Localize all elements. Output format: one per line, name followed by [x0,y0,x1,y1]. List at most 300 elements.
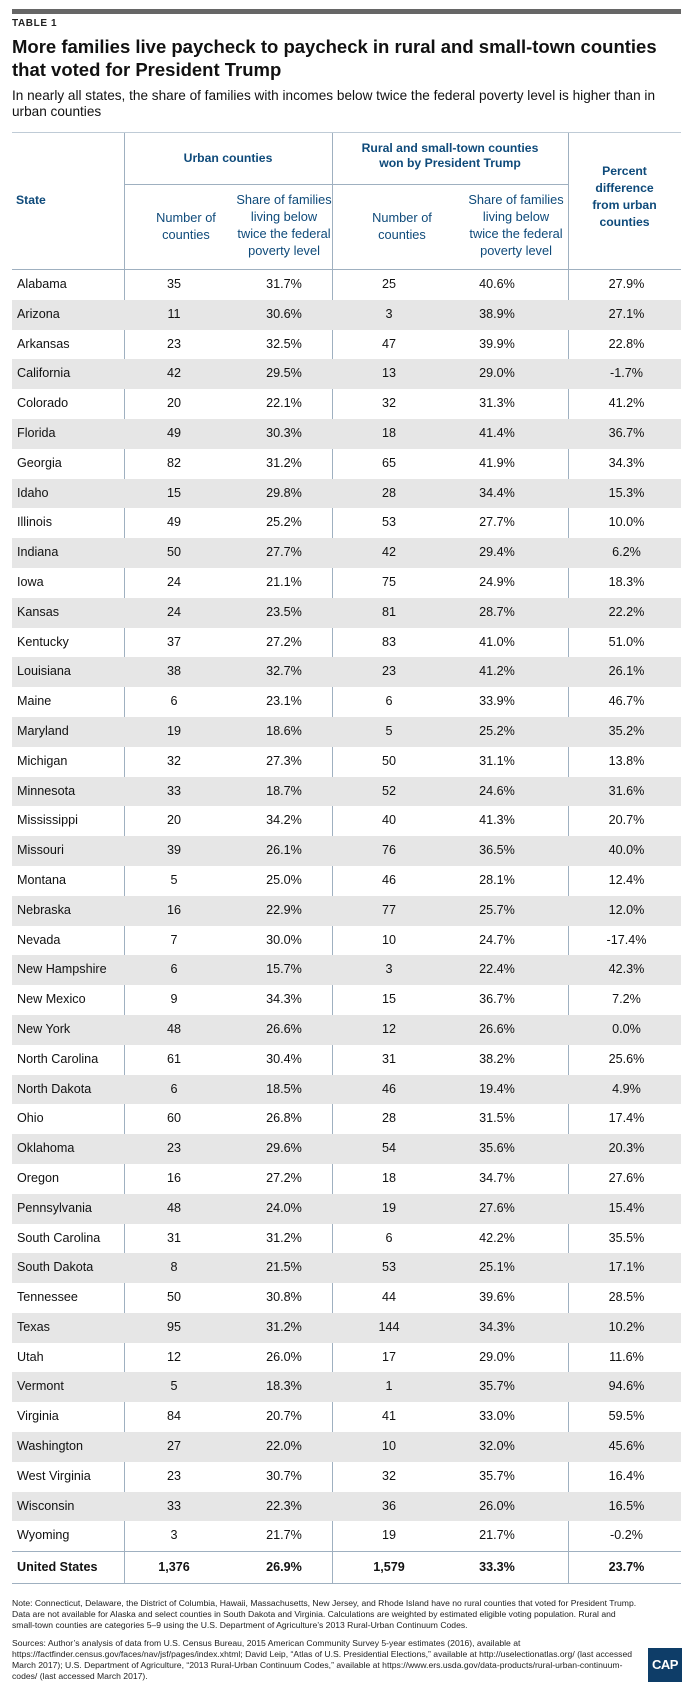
row-rural-count: 23 [381,664,396,679]
total-urban-count: 1,376 [158,1560,190,1575]
row-urban-count: 5 [170,872,178,887]
row-state: Kentucky [17,634,69,649]
row-state: New York [17,1021,71,1036]
table-row [12,1432,681,1462]
row-urban-count: 15 [166,485,181,500]
row-urban-count: 31 [166,1230,181,1245]
row-urban-share: 18.5% [266,1081,302,1096]
table-label: TABLE 1 [12,18,58,29]
row-urban-count: 60 [166,1111,181,1126]
header-urban-group: Urban counties [183,151,273,165]
table-row [12,1253,681,1283]
row-percent-difference: 28.5% [608,1290,645,1305]
table-row [12,568,681,598]
row-rural-share: 41.0% [479,634,515,649]
row-rural-share: 27.6% [479,1200,515,1215]
row-urban-count: 50 [166,545,181,560]
row-urban-count: 39 [166,843,181,858]
total-row [12,1551,681,1584]
row-state: West Virginia [17,1468,91,1483]
row-percent-difference: 16.5% [608,1498,645,1513]
row-percent-difference: 17.1% [608,1260,645,1275]
row-urban-share: 22.9% [266,902,302,917]
row-rural-share: 24.9% [479,574,515,589]
row-percent-difference: 6.2% [612,545,641,560]
row-rural-count: 19 [381,1528,396,1543]
row-percent-difference: 27.6% [608,1170,645,1185]
row-percent-difference: 36.7% [608,425,645,440]
row-rural-count: 19 [381,1200,396,1215]
row-rural-count: 13 [381,366,396,381]
row-state: Oklahoma [17,1141,75,1156]
row-rural-share: 41.2% [479,664,515,679]
row-rural-share: 40.6% [479,277,515,291]
row-rural-count: 3 [385,962,393,977]
row-rural-share: 39.9% [479,336,515,351]
row-urban-share: 31.2% [266,1319,302,1334]
header-urban-share-line1: Share of families [236,192,332,207]
row-rural-count: 18 [381,1170,396,1185]
row-urban-share: 24.0% [266,1200,302,1215]
row-percent-difference: -0.2% [610,1528,643,1543]
row-rural-count: 5 [385,723,393,738]
row-percent-difference: 51.0% [608,634,645,649]
row-rural-count: 42 [381,545,396,560]
row-urban-share: 22.1% [266,396,302,411]
row-urban-share: 22.3% [266,1498,302,1513]
row-urban-share: 18.3% [266,1379,302,1394]
row-urban-share: 27.7% [266,545,302,560]
row-state: Maine [17,694,52,709]
row-rural-share: 24.7% [479,932,515,947]
row-urban-share: 31.2% [266,1230,302,1245]
row-urban-count: 35 [166,277,181,291]
row-rural-count: 1 [385,1379,393,1394]
row-rural-count: 17 [381,1349,396,1364]
row-state: Illinois [17,515,52,530]
header-rural-share-line2: living below [482,209,550,224]
row-rural-count: 10 [381,932,396,947]
total-rural-share: 33.3% [479,1560,515,1575]
row-rural-count: 53 [381,1260,396,1275]
row-rural-share: 31.5% [479,1111,515,1126]
header-urban-share-line3: twice the federal [237,226,331,241]
row-rural-count: 28 [381,1111,396,1126]
row-state: Nevada [17,932,61,947]
row-rural-count: 25 [381,277,396,291]
row-percent-difference: 45.6% [608,1439,645,1454]
row-rural-share: 25.7% [479,902,515,917]
table-row [12,479,681,509]
table-row [12,538,681,568]
header-rural-num-line1: Number of [372,210,432,225]
row-percent-difference: 59.5% [608,1409,645,1424]
row-urban-count: 11 [167,306,181,321]
row-rural-share: 38.9% [479,306,515,321]
header-pct-line4: counties [599,215,650,229]
row-urban-share: 27.2% [266,634,302,649]
table-row [12,985,681,1015]
row-urban-count: 33 [166,1498,181,1513]
table-row [12,1194,681,1224]
table-row [12,508,681,538]
row-rural-share: 26.0% [479,1498,515,1513]
row-rural-share: 22.4% [479,962,515,977]
table-row [12,866,681,896]
header-state: State [16,193,46,207]
row-state: Idaho [17,485,49,500]
row-rural-share: 36.7% [479,992,515,1007]
table-row [12,1134,681,1164]
row-rural-count: 46 [381,872,396,887]
row-state: Montana [17,872,67,887]
row-rural-share: 35.7% [479,1379,515,1394]
row-rural-count: 47 [381,336,396,351]
row-state: New Mexico [17,992,86,1007]
row-rural-count: 6 [385,1230,393,1245]
row-urban-share: 30.3% [266,425,302,440]
row-urban-share: 32.5% [266,336,302,351]
row-percent-difference: 15.3% [608,485,645,500]
row-state: North Dakota [17,1081,92,1096]
row-urban-share: 32.7% [266,664,302,679]
row-rural-count: 83 [381,634,396,649]
row-rural-share: 36.5% [479,843,515,858]
row-rural-share: 24.6% [479,783,515,798]
row-rural-count: 75 [381,574,396,589]
table-header [12,132,681,270]
table-row [12,330,681,360]
row-state: Oregon [17,1170,60,1185]
table-row [12,419,681,449]
header-percent-difference [568,163,681,231]
row-percent-difference: 11.6% [609,1349,644,1364]
table-row [12,1164,681,1194]
row-urban-count: 48 [166,1200,181,1215]
table-row [12,1492,681,1522]
row-urban-share: 18.6% [266,723,302,738]
row-urban-count: 48 [166,1021,181,1036]
table-row [12,955,681,985]
row-urban-count: 19 [166,723,181,738]
table-row [12,1462,681,1492]
row-urban-count: 38 [166,664,181,679]
row-state: Virginia [17,1409,59,1424]
row-urban-count: 23 [166,1468,181,1483]
row-state: Iowa [17,574,44,589]
row-urban-count: 24 [166,574,181,589]
row-state: Arkansas [17,336,70,351]
table-row [12,657,681,687]
header-rural-share-line3: twice the federal [469,226,563,241]
footnote: Note: Connecticut, Delaware, the District of Columbia, Hawaii, Massachusetts, New Jersey, and Rhode Island have no rural counties that voted for President Trump. Data are not available for Alaska and select counties in South Dakota and Virginia. Calculations are weighted by estimated eligible voting population. Rural and small-town counties are categories 5–9 using the U.S. Department of Agriculture’s 2013 Rural-Urban Continuum Codes. [12,1598,637,1630]
row-rural-share: 31.1% [479,753,515,768]
row-urban-share: 27.2% [266,1170,302,1185]
row-rural-share: 28.7% [479,604,515,619]
row-urban-count: 23 [166,1141,181,1156]
table-row [12,1283,681,1313]
row-rural-share: 26.6% [479,1021,515,1036]
table-row [12,300,681,330]
table-row [12,687,681,717]
table-row [12,747,681,777]
row-rural-count: 31 [381,1051,396,1066]
table-row [12,836,681,866]
row-percent-difference: 27.9% [608,277,645,291]
row-state: Indiana [17,545,59,560]
header-urban-num-line2: counties [162,227,210,242]
row-rural-share: 21.7% [479,1528,515,1543]
row-percent-difference: 94.6% [608,1379,645,1394]
total-percent-difference: 23.7% [608,1560,645,1575]
row-rural-count: 41 [381,1409,396,1424]
row-rural-share: 32.0% [479,1439,515,1454]
row-rural-share: 28.1% [479,872,515,887]
row-rural-count: 3 [385,306,393,321]
row-rural-count: 32 [381,1468,396,1483]
row-state: Minnesota [17,783,76,798]
row-urban-share: 23.1% [266,694,302,709]
row-rural-share: 41.9% [479,455,515,470]
row-rural-share: 27.7% [479,515,515,530]
table-row [12,389,681,419]
row-rural-share: 33.0% [479,1409,515,1424]
table-row [12,1521,681,1551]
row-percent-difference: 13.8% [608,753,645,768]
row-rural-share: 31.3% [479,396,515,411]
row-urban-count: 95 [166,1319,181,1334]
row-urban-share: 18.7% [266,783,302,798]
row-percent-difference: 12.0% [608,902,645,917]
header-pct-line1: Percent [602,164,647,178]
row-rural-share: 29.4% [479,545,515,560]
row-rural-share: 25.1% [479,1260,515,1275]
row-percent-difference: -17.4% [606,932,647,947]
row-percent-difference: 46.7% [608,694,645,709]
row-percent-difference: 35.5% [608,1230,645,1245]
row-state: Utah [17,1349,44,1364]
row-state: Kansas [17,604,60,619]
row-urban-share: 23.5% [266,604,302,619]
header-rural-group [332,141,568,171]
row-rural-count: 18 [381,425,396,440]
row-rural-share: 33.9% [479,694,515,709]
row-percent-difference: 22.2% [608,604,645,619]
row-state: South Dakota [17,1260,94,1275]
row-percent-difference: 10.2% [608,1319,645,1334]
row-urban-count: 42 [166,366,181,381]
row-urban-share: 34.2% [266,813,302,828]
header-rural-share-line1: Share of families [468,192,564,207]
total-rural-count: 1,579 [373,1560,405,1575]
row-rural-count: 81 [381,604,396,619]
table-row [12,270,681,300]
row-urban-count: 8 [170,1260,178,1275]
row-rural-share: 19.4% [479,1081,515,1096]
row-rural-share: 41.3% [479,813,515,828]
row-urban-count: 61 [166,1051,181,1066]
row-state: Maryland [17,723,69,738]
row-urban-count: 6 [170,1081,178,1096]
row-percent-difference: 25.6% [608,1051,645,1066]
row-urban-count: 5 [170,1379,178,1394]
row-percent-difference: 34.3% [608,455,645,470]
row-urban-share: 30.0% [266,932,302,947]
table-row [12,1075,681,1105]
row-percent-difference: 35.2% [608,723,645,738]
row-percent-difference: 16.4% [608,1468,645,1483]
row-urban-share: 21.7% [266,1528,302,1543]
row-urban-count: 16 [166,1170,181,1185]
row-urban-count: 37 [166,634,181,649]
total-urban-share: 26.9% [266,1560,302,1575]
row-urban-count: 6 [170,962,178,977]
table-row [12,896,681,926]
row-percent-difference: 17.4% [608,1111,645,1126]
row-urban-share: 22.0% [266,1439,302,1454]
row-state: Pennsylvania [17,1200,92,1215]
table-row [12,926,681,956]
row-rural-count: 76 [381,843,396,858]
row-rural-count: 15 [381,992,396,1007]
row-rural-count: 54 [381,1141,396,1156]
row-rural-count: 65 [381,455,396,470]
row-rural-share: 29.0% [479,1349,515,1364]
page-subtitle: In nearly all states, the share of families with incomes below twice the federal poverty level is higher than in urban counties [12,88,656,119]
row-urban-share: 34.3% [266,992,302,1007]
row-urban-share: 26.8% [266,1111,302,1126]
row-percent-difference: 41.2% [608,396,645,411]
row-rural-count: 40 [381,813,396,828]
row-urban-share: 21.1% [266,574,302,589]
row-state: South Carolina [17,1230,101,1245]
row-rural-share: 34.3% [479,1319,515,1334]
table-row [12,1045,681,1075]
row-rural-share: 38.2% [479,1051,515,1066]
row-state: New Hampshire [17,962,107,977]
row-percent-difference: 0.0% [612,1021,641,1036]
row-rural-count: 36 [381,1498,396,1513]
table-row [12,1313,681,1343]
row-percent-difference: 22.8% [608,336,645,351]
row-urban-count: 49 [166,425,181,440]
row-percent-difference: -1.7% [610,366,643,381]
row-rural-count: 12 [381,1021,396,1036]
row-urban-count: 16 [166,902,181,917]
row-urban-share: 30.7% [266,1468,302,1483]
row-rural-count: 144 [378,1319,400,1334]
row-urban-count: 12 [166,1349,181,1364]
row-urban-share: 30.6% [266,306,302,321]
row-rural-count: 46 [381,1081,396,1096]
row-rural-count: 52 [381,783,396,798]
table-row [12,1104,681,1134]
row-rural-count: 53 [381,515,396,530]
row-percent-difference: 15.4% [608,1200,645,1215]
row-urban-count: 9 [170,992,178,1007]
row-state: Michigan [17,753,68,768]
table-row [12,1224,681,1254]
table-row [12,1402,681,1432]
table-row [12,628,681,658]
row-urban-share: 26.6% [266,1021,302,1036]
page-title: More families live paycheck to paycheck in rural and small-town counties that voted for President Trump [12,36,657,80]
row-urban-count: 6 [170,694,178,709]
row-urban-count: 7 [170,932,178,947]
row-rural-share: 34.7% [479,1170,515,1185]
row-urban-share: 27.3% [266,753,302,768]
table-row [12,1343,681,1373]
row-urban-count: 20 [166,396,181,411]
row-urban-share: 15.7% [266,962,302,977]
row-state: Vermont [17,1379,64,1394]
header-pct-line2: difference [595,181,654,195]
row-urban-count: 20 [166,813,181,828]
row-urban-count: 32 [166,753,181,768]
row-state: Wisconsin [17,1498,75,1513]
row-state: Colorado [17,396,69,411]
header-urban-num-line1: Number of [156,210,216,225]
row-urban-share: 26.0% [266,1349,302,1364]
row-rural-share: 35.7% [479,1468,515,1483]
row-state: Georgia [17,455,62,470]
sources: Sources: Author’s analysis of data from U.S. Census Bureau, 2015 American Community Survey 5-year estimates (2016), available at https://factfinder.census.gov/faces/nav/jsf/pages/index.xhtml; David Leip, “Atlas of U.S. Presidential Elections,” available at http://uselectionatlas.org/ (last accessed March 2017); U.S. Department of Agriculture, “2013 Rural-Urban Continuum Codes,” available at https://www.ers.usda.gov/data-products/rural-urban-continuum-codes/ (last accessed March 2017). [12,1638,633,1681]
row-percent-difference: 26.1% [608,664,645,679]
row-urban-share: 29.8% [266,485,302,500]
row-percent-difference: 27.1% [608,306,645,321]
row-state: Ohio [17,1111,44,1126]
header-rural-number [362,209,442,243]
row-rural-share: 39.6% [479,1290,515,1305]
table-row [12,806,681,836]
row-urban-share: 31.2% [266,455,302,470]
row-rural-count: 44 [381,1290,396,1305]
table-row [12,717,681,747]
row-percent-difference: 4.9% [612,1081,641,1096]
row-rural-count: 50 [381,753,396,768]
row-state: Florida [17,425,56,440]
row-urban-share: 25.0% [266,872,302,887]
header-rural-num-line2: counties [378,227,426,242]
row-urban-count: 49 [166,515,181,530]
row-percent-difference: 10.0% [608,515,645,530]
row-percent-difference: 42.3% [608,962,645,977]
header-rural-share [464,191,568,259]
data-table [12,132,681,1584]
row-state: Missouri [17,843,64,858]
header-urban-share-line2: living below [250,209,318,224]
row-percent-difference: 20.7% [608,813,645,828]
row-state: Nebraska [17,902,71,917]
header-rural-share-line4: poverty level [480,243,552,258]
row-urban-share: 29.6% [266,1141,302,1156]
row-state: Tennessee [17,1290,78,1305]
top-rule [12,9,681,14]
table-row [12,1015,681,1045]
row-rural-share: 25.2% [479,723,515,738]
row-state: Arizona [17,306,60,321]
header-urban-number [138,209,234,243]
table-row [12,1372,681,1402]
row-urban-count: 33 [166,783,181,798]
row-percent-difference: 20.3% [608,1141,645,1156]
row-state: California [17,366,71,381]
row-urban-count: 3 [170,1528,178,1543]
row-percent-difference: 40.0% [608,843,645,858]
row-state: Mississippi [17,813,78,828]
row-percent-difference: 31.6% [608,783,645,798]
header-rural-line1: Rural and small-town counties [361,141,539,155]
